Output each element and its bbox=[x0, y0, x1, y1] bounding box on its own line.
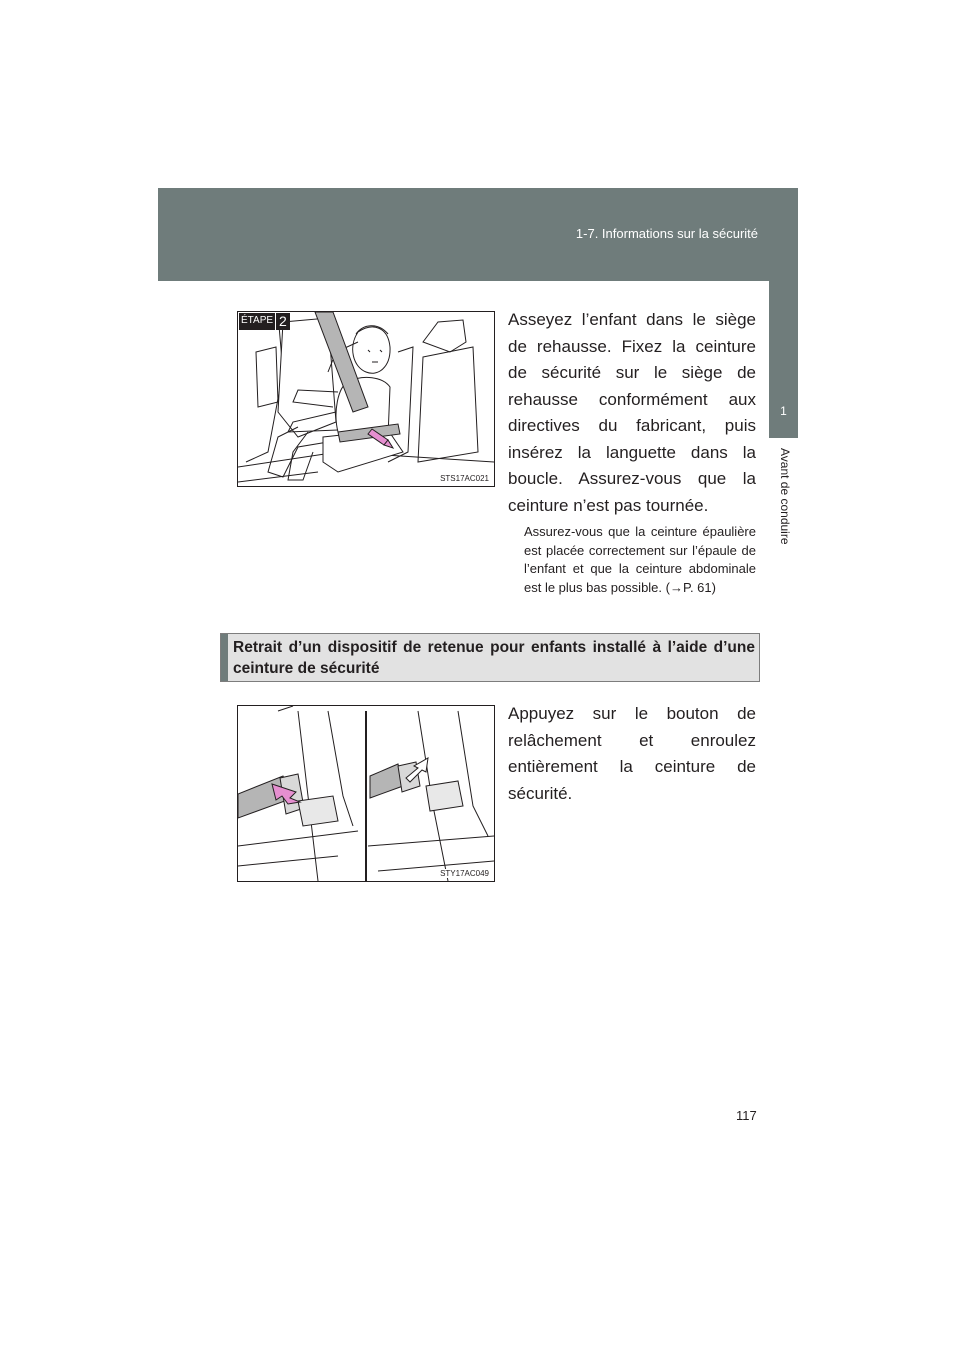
page-number: 117 bbox=[736, 1108, 757, 1123]
figure-code: STY17AC049 bbox=[440, 869, 489, 878]
chapter-tab bbox=[769, 280, 798, 438]
step-badge bbox=[239, 313, 290, 330]
chapter-number: 1 bbox=[780, 404, 787, 418]
header-band bbox=[158, 188, 798, 281]
booster-seat-drawing bbox=[238, 312, 494, 486]
section-accent-bar bbox=[221, 634, 228, 681]
section-heading: Retrait d’un dispositif de retenue pour enfants installé à l’aide d’une ceinture de sécurité bbox=[233, 639, 755, 677]
chapter-label: Avant de conduire bbox=[778, 448, 792, 545]
booster-seat-illustration bbox=[237, 311, 495, 487]
buckle-release-illustration bbox=[237, 705, 495, 882]
step-note: Assurez-vous que la ceinture épaulière est placée correctement sur l’épaule de l’enfant et que la ceinture abdominale est le plus bas possible. (→P. 61) bbox=[524, 524, 756, 595]
removal-instruction: Appuyez sur le bouton de relâchement et enroulez entièrement la ceinture de sécurité. bbox=[508, 704, 756, 803]
buckle-release-drawing bbox=[238, 706, 494, 881]
step-number: 2 bbox=[275, 313, 290, 330]
section-header-title: 1-7. Informations sur la sécurité bbox=[575, 226, 758, 241]
section-heading-box bbox=[220, 633, 760, 682]
figure-code: STS17AC021 bbox=[440, 474, 489, 483]
step-label: ÉTAPE bbox=[239, 313, 275, 330]
step-instruction: Asseyez l’enfant dans le siège de rehausse. Fixez la ceinture de sécurité sur le siège de rehausse conformément aux directives du fabricant, puis insérez la languette dans la boucle. Assurez-vous que la ceinture n’est pas tournée. bbox=[508, 310, 756, 515]
